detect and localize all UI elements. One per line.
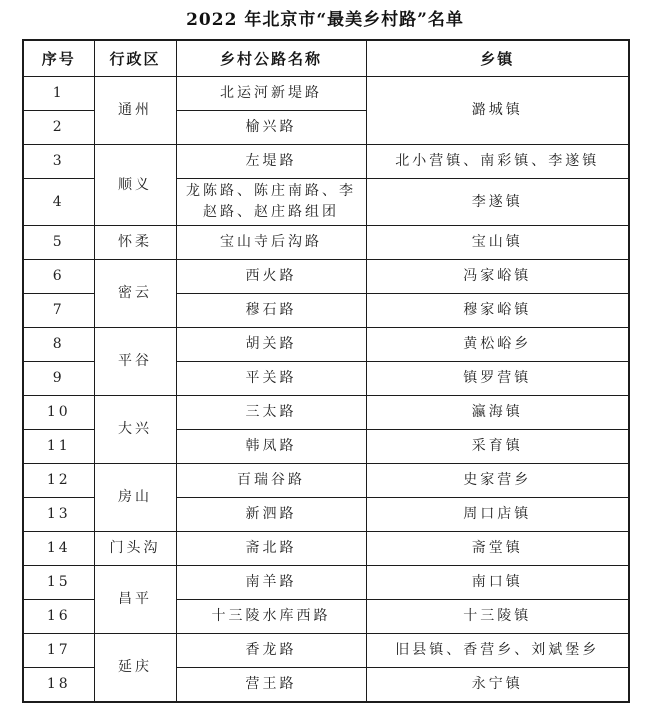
cell-township: 李遂镇 bbox=[366, 179, 629, 226]
cell-road: 香龙路 bbox=[176, 634, 366, 668]
cell-township: 黄松峪乡 bbox=[366, 328, 629, 362]
cell-township: 采育镇 bbox=[366, 430, 629, 464]
cell-district: 昌平 bbox=[94, 566, 176, 634]
col-header-seq: 序号 bbox=[23, 40, 94, 77]
cell-seq: 9 bbox=[23, 362, 94, 396]
page-title: 2022 年北京市“最美乡村路”名单 bbox=[186, 10, 464, 30]
cell-township: 斋堂镇 bbox=[366, 532, 629, 566]
cell-seq: 7 bbox=[23, 294, 94, 328]
cell-seq: 1 bbox=[23, 77, 94, 111]
table-row bbox=[23, 226, 629, 260]
cell-seq: 6 bbox=[23, 260, 94, 294]
table-row bbox=[23, 396, 629, 430]
cell-road: 龙陈路、陈庄南路、李赵路、赵庄路组团 bbox=[176, 179, 366, 226]
cell-township: 瀛海镇 bbox=[366, 396, 629, 430]
table-row bbox=[23, 532, 629, 566]
table-row bbox=[23, 145, 629, 179]
table-row bbox=[23, 77, 629, 111]
table-row bbox=[23, 464, 629, 498]
cell-township: 永宁镇 bbox=[366, 668, 629, 703]
cell-township: 周口店镇 bbox=[366, 498, 629, 532]
cell-township: 宝山镇 bbox=[366, 226, 629, 260]
col-header-road: 乡村公路名称 bbox=[176, 40, 366, 77]
col-header-township: 乡镇 bbox=[366, 40, 629, 77]
col-header-district: 行政区 bbox=[94, 40, 176, 77]
cell-seq: 17 bbox=[23, 634, 94, 668]
cell-township: 潞城镇 bbox=[366, 77, 629, 145]
cell-road: 斋北路 bbox=[176, 532, 366, 566]
cell-district: 顺义 bbox=[94, 145, 176, 226]
cell-road: 营王路 bbox=[176, 668, 366, 703]
cell-seq: 3 bbox=[23, 145, 94, 179]
cell-seq: 5 bbox=[23, 226, 94, 260]
table-row bbox=[23, 566, 629, 600]
cell-road: 平关路 bbox=[176, 362, 366, 396]
cell-seq: 8 bbox=[23, 328, 94, 362]
cell-road: 百瑞谷路 bbox=[176, 464, 366, 498]
cell-road: 宝山寺后沟路 bbox=[176, 226, 366, 260]
cell-seq: 10 bbox=[23, 396, 94, 430]
cell-seq: 4 bbox=[23, 179, 94, 226]
cell-district: 大兴 bbox=[94, 396, 176, 464]
cell-road: 榆兴路 bbox=[176, 111, 366, 145]
table-row bbox=[23, 260, 629, 294]
cell-seq: 12 bbox=[23, 464, 94, 498]
cell-road: 南羊路 bbox=[176, 566, 366, 600]
cell-road: 韩凤路 bbox=[176, 430, 366, 464]
cell-road: 西火路 bbox=[176, 260, 366, 294]
header-row bbox=[23, 40, 629, 77]
cell-township: 十三陵镇 bbox=[366, 600, 629, 634]
cell-district: 门头沟 bbox=[94, 532, 176, 566]
cell-township: 旧县镇、香营乡、刘斌堡乡 bbox=[366, 634, 629, 668]
cell-road: 胡关路 bbox=[176, 328, 366, 362]
table-row bbox=[23, 634, 629, 668]
cell-road: 新泗路 bbox=[176, 498, 366, 532]
cell-seq: 18 bbox=[23, 668, 94, 703]
cell-seq: 13 bbox=[23, 498, 94, 532]
cell-township: 冯家峪镇 bbox=[366, 260, 629, 294]
roads-table bbox=[22, 39, 630, 703]
cell-road: 左堤路 bbox=[176, 145, 366, 179]
cell-district: 怀柔 bbox=[94, 226, 176, 260]
cell-road: 穆石路 bbox=[176, 294, 366, 328]
cell-district: 通州 bbox=[94, 77, 176, 145]
cell-seq: 14 bbox=[23, 532, 94, 566]
cell-district: 房山 bbox=[94, 464, 176, 532]
cell-seq: 16 bbox=[23, 600, 94, 634]
cell-district: 密云 bbox=[94, 260, 176, 328]
cell-road: 北运河新堤路 bbox=[176, 77, 366, 111]
cell-seq: 15 bbox=[23, 566, 94, 600]
cell-seq: 2 bbox=[23, 111, 94, 145]
cell-district: 平谷 bbox=[94, 328, 176, 396]
cell-township: 穆家峪镇 bbox=[366, 294, 629, 328]
cell-township: 镇罗营镇 bbox=[366, 362, 629, 396]
cell-township: 北小营镇、南彩镇、李遂镇 bbox=[366, 145, 629, 179]
cell-township: 史家营乡 bbox=[366, 464, 629, 498]
cell-district: 延庆 bbox=[94, 634, 176, 703]
cell-seq: 11 bbox=[23, 430, 94, 464]
cell-township: 南口镇 bbox=[366, 566, 629, 600]
cell-road: 三太路 bbox=[176, 396, 366, 430]
cell-road: 十三陵水库西路 bbox=[176, 600, 366, 634]
table-row bbox=[23, 328, 629, 362]
